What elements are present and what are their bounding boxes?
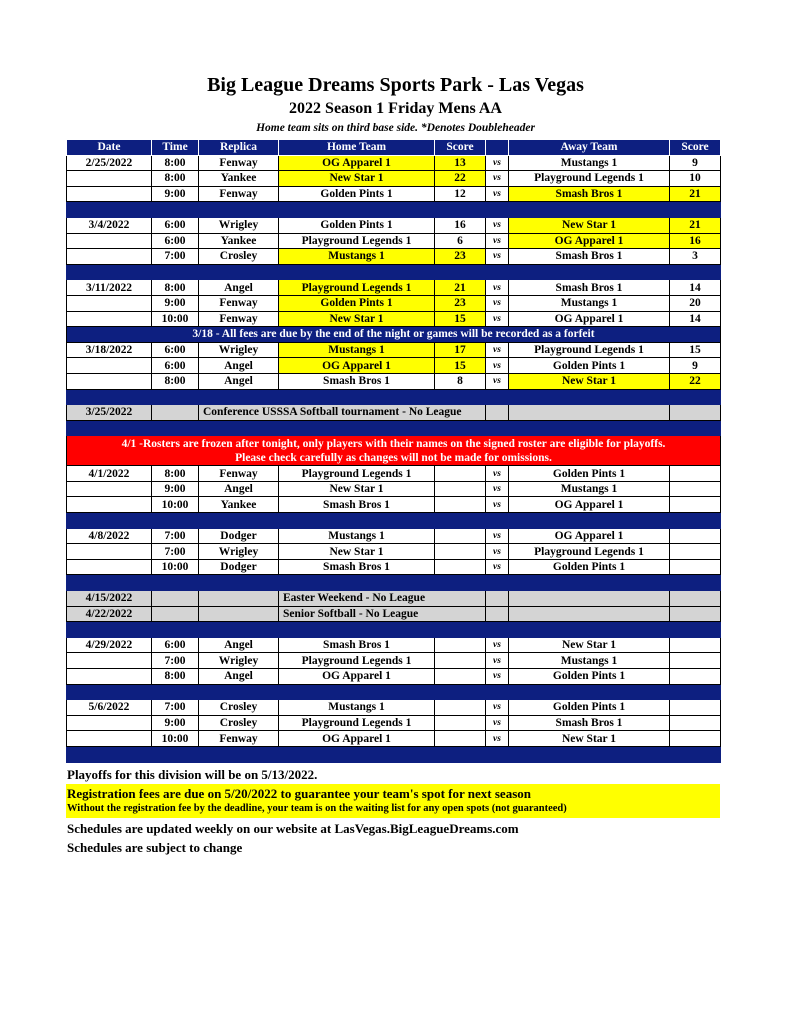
time-cell: 8:00: [152, 280, 199, 296]
week-separator: [67, 746, 721, 762]
home-team-cell: Playground Legends 1: [279, 233, 435, 249]
home-team-cell: Smash Bros 1: [279, 497, 435, 513]
home-score-cell: [435, 559, 486, 575]
time-cell: 8:00: [152, 466, 199, 482]
home-score-cell: 23: [435, 249, 486, 265]
replica-cell: Wrigley: [199, 342, 279, 358]
home-team-cell: Golden Pints 1: [279, 295, 435, 311]
replica-cell: Angel: [199, 481, 279, 497]
table-row: [67, 653, 721, 669]
vs-cell: vs: [486, 155, 509, 171]
no-league-row: [67, 606, 721, 622]
registration-note: Registration fees are due on 5/20/2022 to guarantee your team's spot for next season: [67, 786, 531, 801]
vs-cell: vs: [486, 233, 509, 249]
week-separator: [67, 420, 721, 436]
date-cell: [67, 731, 152, 747]
time-cell: 9:00: [152, 481, 199, 497]
table-row: [67, 358, 721, 374]
date-cell: [67, 311, 152, 327]
away-team-cell: Golden Pints 1: [509, 669, 670, 685]
home-score-cell: [435, 481, 486, 497]
table-row: [67, 233, 721, 249]
change-note: Schedules are subject to change: [67, 840, 243, 855]
replica-cell: Crosley: [199, 715, 279, 731]
table-row: [67, 249, 721, 265]
vs-cell: vs: [486, 249, 509, 265]
date-cell: [67, 497, 152, 513]
date-cell: [67, 481, 152, 497]
table-row: [67, 373, 721, 389]
date-cell: [67, 715, 152, 731]
home-team-cell: Smash Bros 1: [279, 373, 435, 389]
date-cell: 4/1/2022: [67, 466, 152, 482]
conference-notice: Conference USSSA Softball tournament - No League: [199, 405, 486, 421]
date-cell: [67, 186, 152, 202]
table-row: [67, 155, 721, 171]
table-row: [67, 559, 721, 575]
away-score-cell: 14: [670, 311, 721, 327]
roster-notice-row: [67, 436, 721, 466]
away-score-cell: 9: [670, 155, 721, 171]
vs-cell: vs: [486, 217, 509, 233]
time-cell: 6:00: [152, 637, 199, 653]
home-team-cell: Smash Bros 1: [279, 559, 435, 575]
home-team-cell: Mustangs 1: [279, 700, 435, 716]
date-cell: 3/18/2022: [67, 342, 152, 358]
time-cell: 7:00: [152, 544, 199, 560]
vs-cell: vs: [486, 528, 509, 544]
away-team-cell: Mustangs 1: [509, 653, 670, 669]
vs-cell: vs: [486, 311, 509, 327]
date-cell: [67, 653, 152, 669]
vs-cell: vs: [486, 700, 509, 716]
date-cell: 4/15/2022: [67, 591, 152, 607]
vs-cell: vs: [486, 373, 509, 389]
away-team-cell: Smash Bros 1: [509, 715, 670, 731]
away-score-cell: 14: [670, 280, 721, 296]
away-team-cell: Mustangs 1: [509, 295, 670, 311]
date-cell: [67, 233, 152, 249]
time-cell: 10:00: [152, 559, 199, 575]
away-score-cell: [670, 637, 721, 653]
home-score-cell: [435, 653, 486, 669]
away-team-cell: OG Apparel 1: [509, 233, 670, 249]
home-score-cell: 13: [435, 155, 486, 171]
date-cell: [67, 559, 152, 575]
time-cell: 10:00: [152, 311, 199, 327]
home-team-cell: Golden Pints 1: [279, 186, 435, 202]
vs-cell: vs: [486, 544, 509, 560]
home-score-cell: 17: [435, 342, 486, 358]
home-score-cell: [435, 544, 486, 560]
replica-cell: Angel: [199, 358, 279, 374]
table-header-row: [67, 140, 721, 156]
date-cell: [67, 373, 152, 389]
away-team-cell: Playground Legends 1: [509, 342, 670, 358]
table-row: [67, 528, 721, 544]
table-row: [67, 466, 721, 482]
away-team-cell: Playground Legends 1: [509, 171, 670, 187]
replica-cell: Fenway: [199, 155, 279, 171]
date-cell: [67, 358, 152, 374]
fees-notice-row: [67, 327, 721, 343]
away-score-cell: 22: [670, 373, 721, 389]
away-score-cell: 9: [670, 358, 721, 374]
time-cell: 8:00: [152, 171, 199, 187]
easter-notice: Easter Weekend - No League: [279, 591, 486, 607]
away-team-cell: Mustangs 1: [509, 481, 670, 497]
col-header-date: Date: [67, 140, 152, 156]
week-separator: [67, 622, 721, 638]
col-header-away-team: Away Team: [509, 140, 670, 156]
home-team-cell: Playground Legends 1: [279, 280, 435, 296]
table-row: [67, 280, 721, 296]
time-cell: 8:00: [152, 373, 199, 389]
home-score-cell: [435, 466, 486, 482]
vs-cell: vs: [486, 280, 509, 296]
home-team-note: Home team sits on third base side. *Denotes Doubleheader: [256, 122, 535, 134]
away-team-cell: Golden Pints 1: [509, 358, 670, 374]
time-cell: 6:00: [152, 342, 199, 358]
col-header-away-score: Score: [670, 140, 721, 156]
away-team-cell: Playground Legends 1: [509, 544, 670, 560]
away-score-cell: [670, 700, 721, 716]
home-score-cell: 21: [435, 280, 486, 296]
vs-cell: vs: [486, 731, 509, 747]
senior-notice: Senior Softball - No League: [279, 606, 486, 622]
time-cell: 9:00: [152, 715, 199, 731]
date-cell: [67, 171, 152, 187]
home-team-cell: Mustangs 1: [279, 342, 435, 358]
vs-cell: vs: [486, 295, 509, 311]
replica-cell: Fenway: [199, 295, 279, 311]
table-row: [67, 311, 721, 327]
date-cell: 4/29/2022: [67, 637, 152, 653]
col-header-home-score: Score: [435, 140, 486, 156]
home-team-cell: OG Apparel 1: [279, 358, 435, 374]
away-score-cell: [670, 544, 721, 560]
home-team-cell: Playground Legends 1: [279, 653, 435, 669]
week-separator: [67, 513, 721, 529]
time-cell: 7:00: [152, 249, 199, 265]
home-team-cell: Playground Legends 1: [279, 466, 435, 482]
time-cell: 6:00: [152, 217, 199, 233]
vs-cell: vs: [486, 481, 509, 497]
home-score-cell: 15: [435, 358, 486, 374]
replica-cell: Fenway: [199, 311, 279, 327]
away-score-cell: 15: [670, 342, 721, 358]
replica-cell: Crosley: [199, 700, 279, 716]
fees-notice: 3/18 - All fees are due by the end of the night or games will be recorded as a forfeit: [67, 327, 721, 343]
table-row: [67, 295, 721, 311]
time-cell: 6:00: [152, 233, 199, 249]
vs-cell: vs: [486, 466, 509, 482]
home-team-cell: New Star 1: [279, 311, 435, 327]
time-cell: 8:00: [152, 669, 199, 685]
date-cell: 2/25/2022: [67, 155, 152, 171]
replica-cell: Dodger: [199, 559, 279, 575]
away-score-cell: 21: [670, 186, 721, 202]
away-score-cell: 16: [670, 233, 721, 249]
time-cell: 7:00: [152, 653, 199, 669]
time-cell: 6:00: [152, 358, 199, 374]
away-team-cell: Golden Pints 1: [509, 700, 670, 716]
away-score-cell: [670, 466, 721, 482]
page-title: Big League Dreams Sports Park - Las Vegas: [207, 74, 584, 96]
date-cell: 4/8/2022: [67, 528, 152, 544]
week-separator: [67, 575, 721, 591]
table-row: [67, 669, 721, 685]
date-cell: [67, 295, 152, 311]
home-score-cell: [435, 731, 486, 747]
roster-notice: [67, 436, 721, 466]
vs-cell: vs: [486, 342, 509, 358]
home-score-cell: [435, 700, 486, 716]
vs-cell: vs: [486, 186, 509, 202]
waiting-list-note: Without the registration fee by the deadline, your team is on the waiting list for any open spots (not guaranteed): [67, 803, 567, 814]
away-team-cell: OG Apparel 1: [509, 311, 670, 327]
replica-cell: Yankee: [199, 171, 279, 187]
table-row: [67, 544, 721, 560]
home-score-cell: [435, 669, 486, 685]
date-cell: 3/4/2022: [67, 217, 152, 233]
away-score-cell: 21: [670, 217, 721, 233]
table-row: [67, 186, 721, 202]
away-score-cell: [670, 559, 721, 575]
replica-cell: Angel: [199, 637, 279, 653]
date-cell: 5/6/2022: [67, 700, 152, 716]
away-team-cell: Mustangs 1: [509, 155, 670, 171]
table-row: [67, 731, 721, 747]
table-row: [67, 700, 721, 716]
table-row: [67, 497, 721, 513]
vs-cell: vs: [486, 358, 509, 374]
website-note: Schedules are updated weekly on our website at LasVegas.BigLeagueDreams.com: [67, 821, 519, 836]
home-team-cell: Mustangs 1: [279, 528, 435, 544]
away-score-cell: 3: [670, 249, 721, 265]
home-team-cell: Golden Pints 1: [279, 217, 435, 233]
roster-notice-line2: Please check carefully as changes will not be made for omissions.: [235, 451, 552, 464]
away-team-cell: Smash Bros 1: [509, 280, 670, 296]
vs-cell: vs: [486, 715, 509, 731]
date-cell: 3/11/2022: [67, 280, 152, 296]
home-team-cell: New Star 1: [279, 481, 435, 497]
away-team-cell: New Star 1: [509, 373, 670, 389]
playoffs-note: Playoffs for this division will be on 5/13/2022.: [67, 767, 318, 782]
away-team-cell: OG Apparel 1: [509, 497, 670, 513]
vs-cell: vs: [486, 669, 509, 685]
home-score-cell: 6: [435, 233, 486, 249]
replica-cell: Wrigley: [199, 653, 279, 669]
home-score-cell: 22: [435, 171, 486, 187]
home-team-cell: New Star 1: [279, 544, 435, 560]
away-team-cell: Golden Pints 1: [509, 559, 670, 575]
table-row: [67, 481, 721, 497]
time-cell: 10:00: [152, 731, 199, 747]
time-cell: 9:00: [152, 186, 199, 202]
time-cell: 9:00: [152, 295, 199, 311]
home-team-cell: Smash Bros 1: [279, 637, 435, 653]
vs-cell: vs: [486, 497, 509, 513]
home-score-cell: 15: [435, 311, 486, 327]
away-score-cell: [670, 715, 721, 731]
time-cell: 10:00: [152, 497, 199, 513]
date-cell: 3/25/2022: [67, 405, 152, 421]
col-header-home-team: Home Team: [279, 140, 435, 156]
date-cell: [67, 249, 152, 265]
home-team-cell: Mustangs 1: [279, 249, 435, 265]
vs-cell: vs: [486, 559, 509, 575]
week-separator: [67, 389, 721, 405]
home-score-cell: [435, 715, 486, 731]
replica-cell: Fenway: [199, 731, 279, 747]
away-team-cell: New Star 1: [509, 637, 670, 653]
away-score-cell: [670, 731, 721, 747]
replica-cell: Dodger: [199, 528, 279, 544]
home-score-cell: 8: [435, 373, 486, 389]
away-score-cell: [670, 669, 721, 685]
time-cell: 7:00: [152, 528, 199, 544]
page-subtitle: 2022 Season 1 Friday Mens AA: [289, 100, 502, 117]
replica-cell: Wrigley: [199, 217, 279, 233]
col-header-time: Time: [152, 140, 199, 156]
replica-cell: Yankee: [199, 497, 279, 513]
replica-cell: Fenway: [199, 186, 279, 202]
home-team-cell: OG Apparel 1: [279, 155, 435, 171]
replica-cell: Wrigley: [199, 544, 279, 560]
home-score-cell: [435, 637, 486, 653]
home-score-cell: 23: [435, 295, 486, 311]
home-team-cell: OG Apparel 1: [279, 731, 435, 747]
no-league-row: [67, 591, 721, 607]
schedule-table: [66, 139, 721, 763]
home-score-cell: [435, 497, 486, 513]
away-team-cell: Smash Bros 1: [509, 249, 670, 265]
roster-notice-line1: 4/1 -Rosters are frozen after tonight, only players with their names on the signed roster are eligible for playoffs.: [121, 437, 666, 450]
away-team-cell: Golden Pints 1: [509, 466, 670, 482]
home-score-cell: [435, 528, 486, 544]
replica-cell: Crosley: [199, 249, 279, 265]
col-header-replica: Replica: [199, 140, 279, 156]
time-cell: 7:00: [152, 700, 199, 716]
table-row: [67, 637, 721, 653]
away-score-cell: [670, 497, 721, 513]
table-row: [67, 217, 721, 233]
away-score-cell: 10: [670, 171, 721, 187]
vs-cell: vs: [486, 171, 509, 187]
vs-cell: vs: [486, 653, 509, 669]
table-row: [67, 342, 721, 358]
home-score-cell: 16: [435, 217, 486, 233]
registration-banner: [66, 784, 720, 818]
replica-cell: Angel: [199, 373, 279, 389]
col-header-vs: [486, 140, 509, 156]
home-team-cell: New Star 1: [279, 171, 435, 187]
replica-cell: Yankee: [199, 233, 279, 249]
away-team-cell: OG Apparel 1: [509, 528, 670, 544]
home-score-cell: 12: [435, 186, 486, 202]
date-cell: 4/22/2022: [67, 606, 152, 622]
replica-cell: Fenway: [199, 466, 279, 482]
home-team-cell: Playground Legends 1: [279, 715, 435, 731]
date-cell: [67, 669, 152, 685]
away-team-cell: Smash Bros 1: [509, 186, 670, 202]
away-score-cell: 20: [670, 295, 721, 311]
week-separator: [67, 202, 721, 218]
home-team-cell: OG Apparel 1: [279, 669, 435, 685]
away-team-cell: New Star 1: [509, 217, 670, 233]
no-league-row: [67, 405, 721, 421]
table-row: [67, 171, 721, 187]
replica-cell: Angel: [199, 669, 279, 685]
vs-cell: vs: [486, 637, 509, 653]
away-score-cell: [670, 481, 721, 497]
week-separator: [67, 264, 721, 280]
away-score-cell: [670, 653, 721, 669]
table-row: [67, 715, 721, 731]
away-score-cell: [670, 528, 721, 544]
date-cell: [67, 544, 152, 560]
week-separator: [67, 684, 721, 700]
replica-cell: Angel: [199, 280, 279, 296]
away-team-cell: New Star 1: [509, 731, 670, 747]
time-cell: 8:00: [152, 155, 199, 171]
